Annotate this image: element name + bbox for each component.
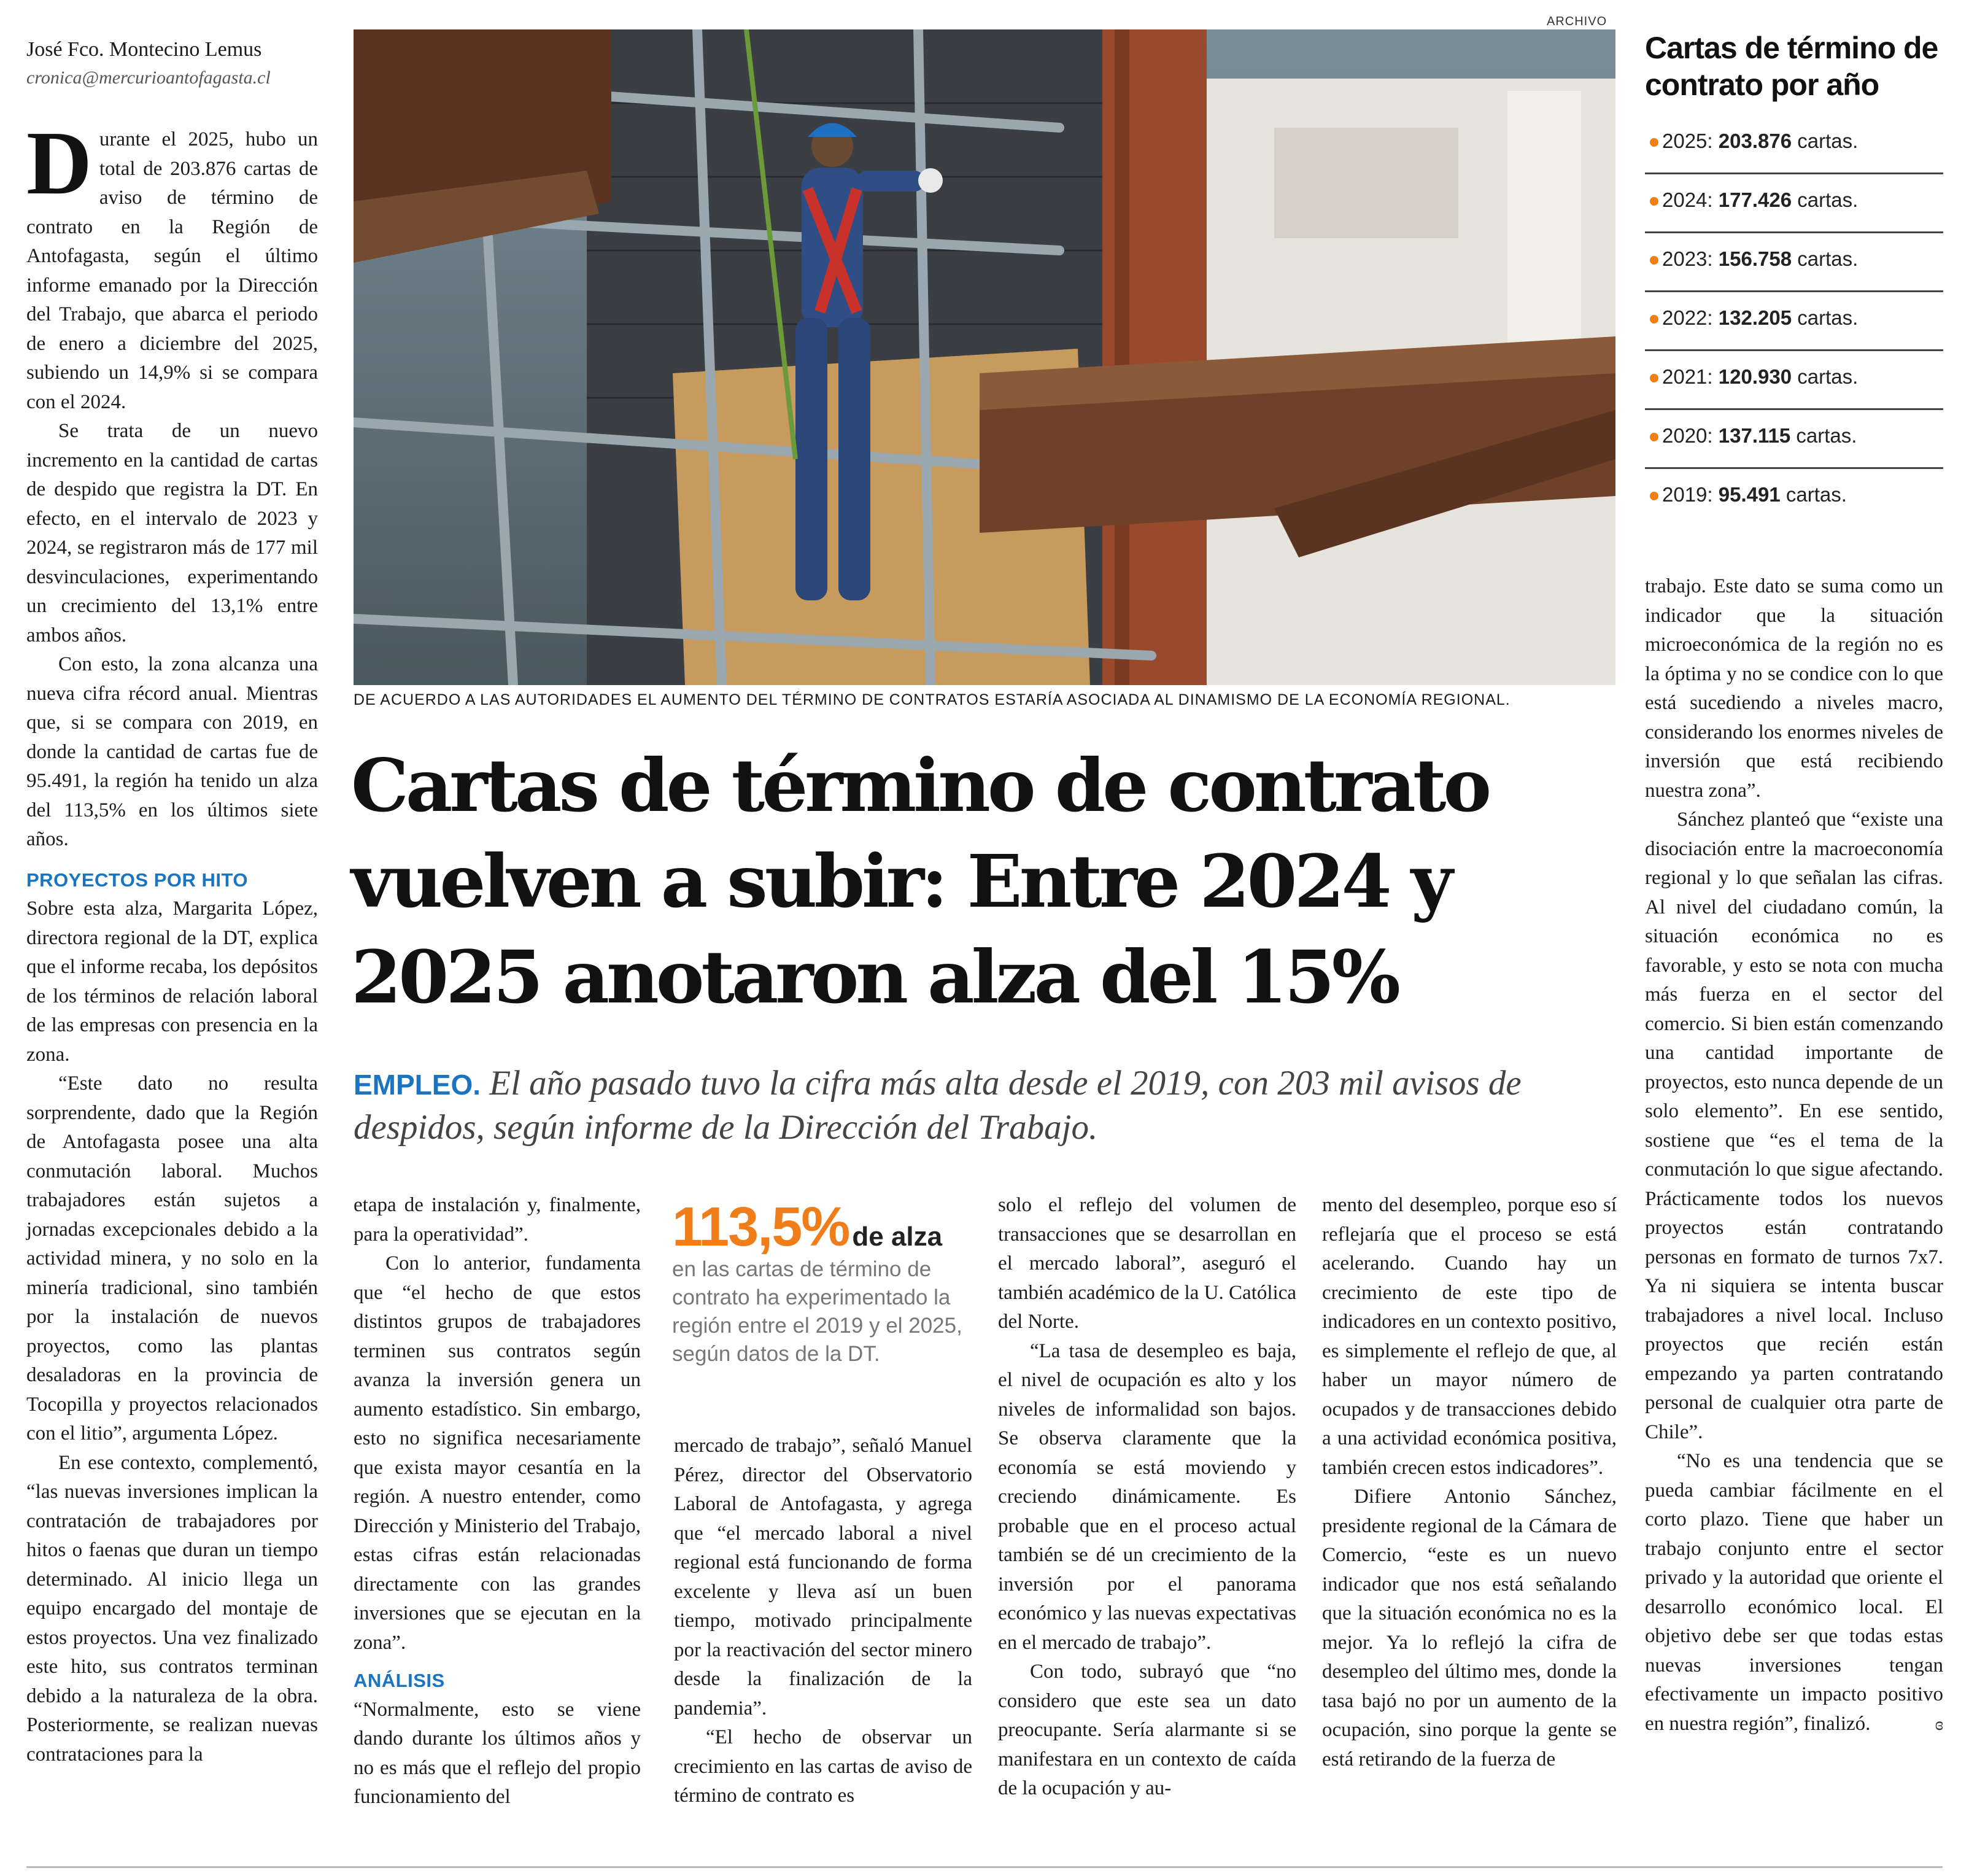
deck-kicker: EMPLEO. [354,1069,481,1101]
stat-item: 2019: 95.491 cartas. [1645,469,1943,528]
paragraph: Difiere Antonio Sánchez, presidente regional de la Cámara de Comercio, “este es un nuevo indicador que nos está señalando que la situación económica no es la mejor. Ya lo reflejó la cifra de desempleo del último mes, donde la tasa bajó no por un aumento de la ocupación, sino porque la gente se está retirando de la fuerza de [1322,1486,1617,1770]
pullquote [672,1196,973,1368]
author-email[interactable]: cronica@mercurioantofagasta.cl [26,68,271,88]
paragraph: “El hecho de observar un crecimiento en las cartas de aviso de término de contrato es [674,1726,972,1807]
headline: Cartas de término de contrato vuelven a subir: Entre 2024 y 2025 anotaron alza del 15% [351,743,1489,1020]
paragraph: mento del desempleo, porque eso sí reflejaría que el proceso se está acelerando. Cuando hay un crecimiento de este tipo de indicadores en un contexto positivo, es simplemente el reflejo de que, al haber un mayor número de ocupados y de transacciones debido a una actividad económica positiva, también crecen estos indicadores”. [1322,1194,1617,1479]
stat-item: 2024: 177.426 cartas. [1645,174,1943,233]
body-column-3 [674,1432,972,1811]
author-name: José Fco. Montecino Lemus [26,38,262,61]
lead-paragraph: Durante el 2025, hubo un total de 203.876 cartas de aviso de término de contrato en la Región de Antofagasta, según el último informe emanado por la Dirección del Trabajo, que abarca el periodo de enero a diciembre del 2025, subiendo un 14,9% si se compara con el 2024. [26,113,318,413]
photo-caption: DE ACUERDO A LAS AUTORIDADES EL AUMENTO DEL TÉRMINO DE CONTRATOS ESTARÍA ASOCIADA AL DINAMISMO DE LA ECONOMÍA REGIONAL. [354,691,1511,708]
photo-credit: ARCHIVO [1547,15,1607,28]
pullquote-number: 113,5% [672,1196,849,1258]
body-column-5 [1322,1191,1617,1774]
orange-bullet-icon [1650,315,1658,324]
article-photo [354,29,1615,685]
paragraph: En ese contexto, complementó, “las nuevas inversiones implican la contratación de trabajadores por hitos o faenas que duran un tiempo determinado. Al inicio llega un equipo encargado del montaje de estos proyectos. Una vez finalizado este hito, sus contratos terminan debido a la naturaleza de la obra. Posteriormente, se realizan nuevas contrataciones para la [26,1451,318,1766]
orange-bullet-icon [1650,197,1658,206]
orange-bullet-icon [1650,433,1658,441]
stat-item: 2025: 203.876 cartas. [1645,115,1943,174]
deck-text: El año pasado tuvo la cifra más alta desde el 2019, con 203 mil avisos de despidos, según informe de la Dirección del Trabajo. [354,1064,1522,1147]
orange-bullet-icon [1650,138,1658,147]
subhead-analisis: ANÁLISIS [354,1670,445,1691]
paragraph: etapa de instalación y, finalmente, para la operatividad”. [354,1194,641,1246]
orange-bullet-icon [1650,492,1658,500]
orange-bullet-icon [1650,374,1658,382]
paragraph: trabajo. Este dato se suma como un indicador que la situación microeconómica de la región no es la óptima y no se condice con lo que está sucediendo a niveles macro, considerando los enormes niveles de inversión que está recibiendo nuestra zona”. [1645,575,1943,802]
paragraph: “No es una tendencia que se pueda cambiar fácilmente en el corto plazo. Tiene que haber un trabajo conjunto entre el sector privado y la autoridad que oriente el desarrollo económico local. El objetivo debe ser que todas estas nuevas inversiones tengan efectivamente un impacto positivo en nuestra región”, finalizó. ɞ [1645,1447,1943,1738]
drop-cap: D [26,113,92,214]
paragraph: “Este dato no resulta sorprendente, dado que la Región de Antofagasta posee una alta conmutación laboral. Muchos trabajadores están sujetos a jornadas excepcionales debido a la actividad minera, y no solo en la minería tradicional, sino también por la instalación de nuevos proyectos, como las plantas desaladoras en la provincia de Tocopilla y proyectos relacionados con el litio”, argumenta López. [26,1072,318,1444]
paragraph: “Normalmente, esto se viene dando durante los últimos años y no es más que el reflejo del propio funcionamiento del [354,1698,641,1808]
subhead-proyectos: PROYECTOS POR HITO [26,869,248,891]
stat-item: 2020: 137.115 cartas. [1645,410,1943,469]
paragraph: mercado de trabajo”, señaló Manuel Pérez, director del Observatorio Laboral de Antofagasta, y agrega que “el mercado laboral a nivel regional está funcionando de forma excelente y lleva así un buen tiempo, motivado principalmente por la reactivación del sector minero desde la finalización de la pandemia”. [674,1435,972,1719]
body-column-2 [354,1191,641,1812]
body-column-1 [26,113,318,1769]
end-mark-icon: ɞ [1935,1713,1943,1734]
body-column-6 [1645,572,1943,1738]
paragraph: Sánchez planteó que “existe una disociación entre la macroeconomía regional y lo que señalan las cifras. Al nivel del ciudadano común, la situación económica no es favorable, y esto se nota con mucha más fuerza en el sector del comercio. Si bien están comenzando una cantidad importante de proyectos, esto nunca depende de un solo elemento”. En ese sentido, sostiene que “es el tema de la conmutación lo que sigue afectando. Prácticamente todos los nuevos proyectos están contratando personas en formato de turnos 7x7. Ya ni siquiera se intenta buscar trabajadores a nivel local. Incluso proyectos que recién están empezando ya parten contratando personal de cualquier otra parte de Chile”. [1645,808,1943,1443]
paragraph: “La tasa de desempleo es baja, el nivel de ocupación es alto y los niveles de informalidad son bajos. Se observa claramente que la economía se está moviendo y creciendo dinámicamente. Es probable que en el proceso actual también se dé un crecimiento de la inversión por el panorama económico y las nuevas expectativas en el mercado de trabajo”. [998,1339,1296,1654]
orange-bullet-icon [1650,256,1658,265]
pullquote-text: en las cartas de término de contrato ha experimentado la región entre el 2019 y el 2025, según datos de la DT. [672,1257,962,1366]
stat-item: 2022: 132.205 cartas. [1645,292,1943,351]
sidebar-title: Cartas de término de contrato por año [1645,31,1938,102]
construction-worker-illustration [354,29,1615,685]
stat-item: 2021: 120.930 cartas. [1645,351,1943,410]
paragraph: Con esto, la zona alcanza una nueva cifra récord anual. Mientras que, si se compara con 2019, en donde la cantidad de cartas fue de 95.491, la región ha tenido un alza del 113,5% en los últimos siete años. [26,653,318,850]
paragraph: Se trata de un nuevo incremento en la cantidad de cartas de despido que registra la DT. En efecto, en el intervalo de 2023 y 2024, se registraron más de 177 mil desvinculaciones, experimentando un crecimiento del 13,1% entre ambos años. [26,420,318,646]
body-column-4 [998,1191,1296,1804]
sidebar-stats-list [1645,115,1943,528]
paragraph: Con lo anterior, fundamenta que “el hecho de que estos distintos grupos de trabajadores terminen sus contratos según avanza la inversión genera un aumento estadístico. Sin embargo, esto no significa necesariamente que exista mayor cesantía en la región. A nuestro entender, como Dirección y Ministerio del Trabajo, estas cifras están relacionadas directamente con las grandes inversiones que se ejecutan en la zona”. [354,1252,641,1654]
paragraph: Sobre esta alza, Margarita López, directora regional de la DT, explica que el informe recaba, los depósitos de los términos de relación laboral de las empresas con presencia en la zona. [26,897,318,1066]
pullquote-unit: de alza [852,1222,943,1252]
bottom-divider [26,1866,1943,1868]
paragraph: solo el reflejo del volumen de transacciones que se desarrollan en el mercado laboral”, aseguró el también académico de la U. Católica del Norte. [998,1194,1296,1333]
paragraph: Con todo, subrayó que “no considero que este sea un dato preocupante. Sería alarmante si se manifestara en un contexto de caída de la ocupación y au- [998,1661,1296,1799]
deck [354,1062,1618,1149]
stat-item: 2023: 156.758 cartas. [1645,233,1943,292]
